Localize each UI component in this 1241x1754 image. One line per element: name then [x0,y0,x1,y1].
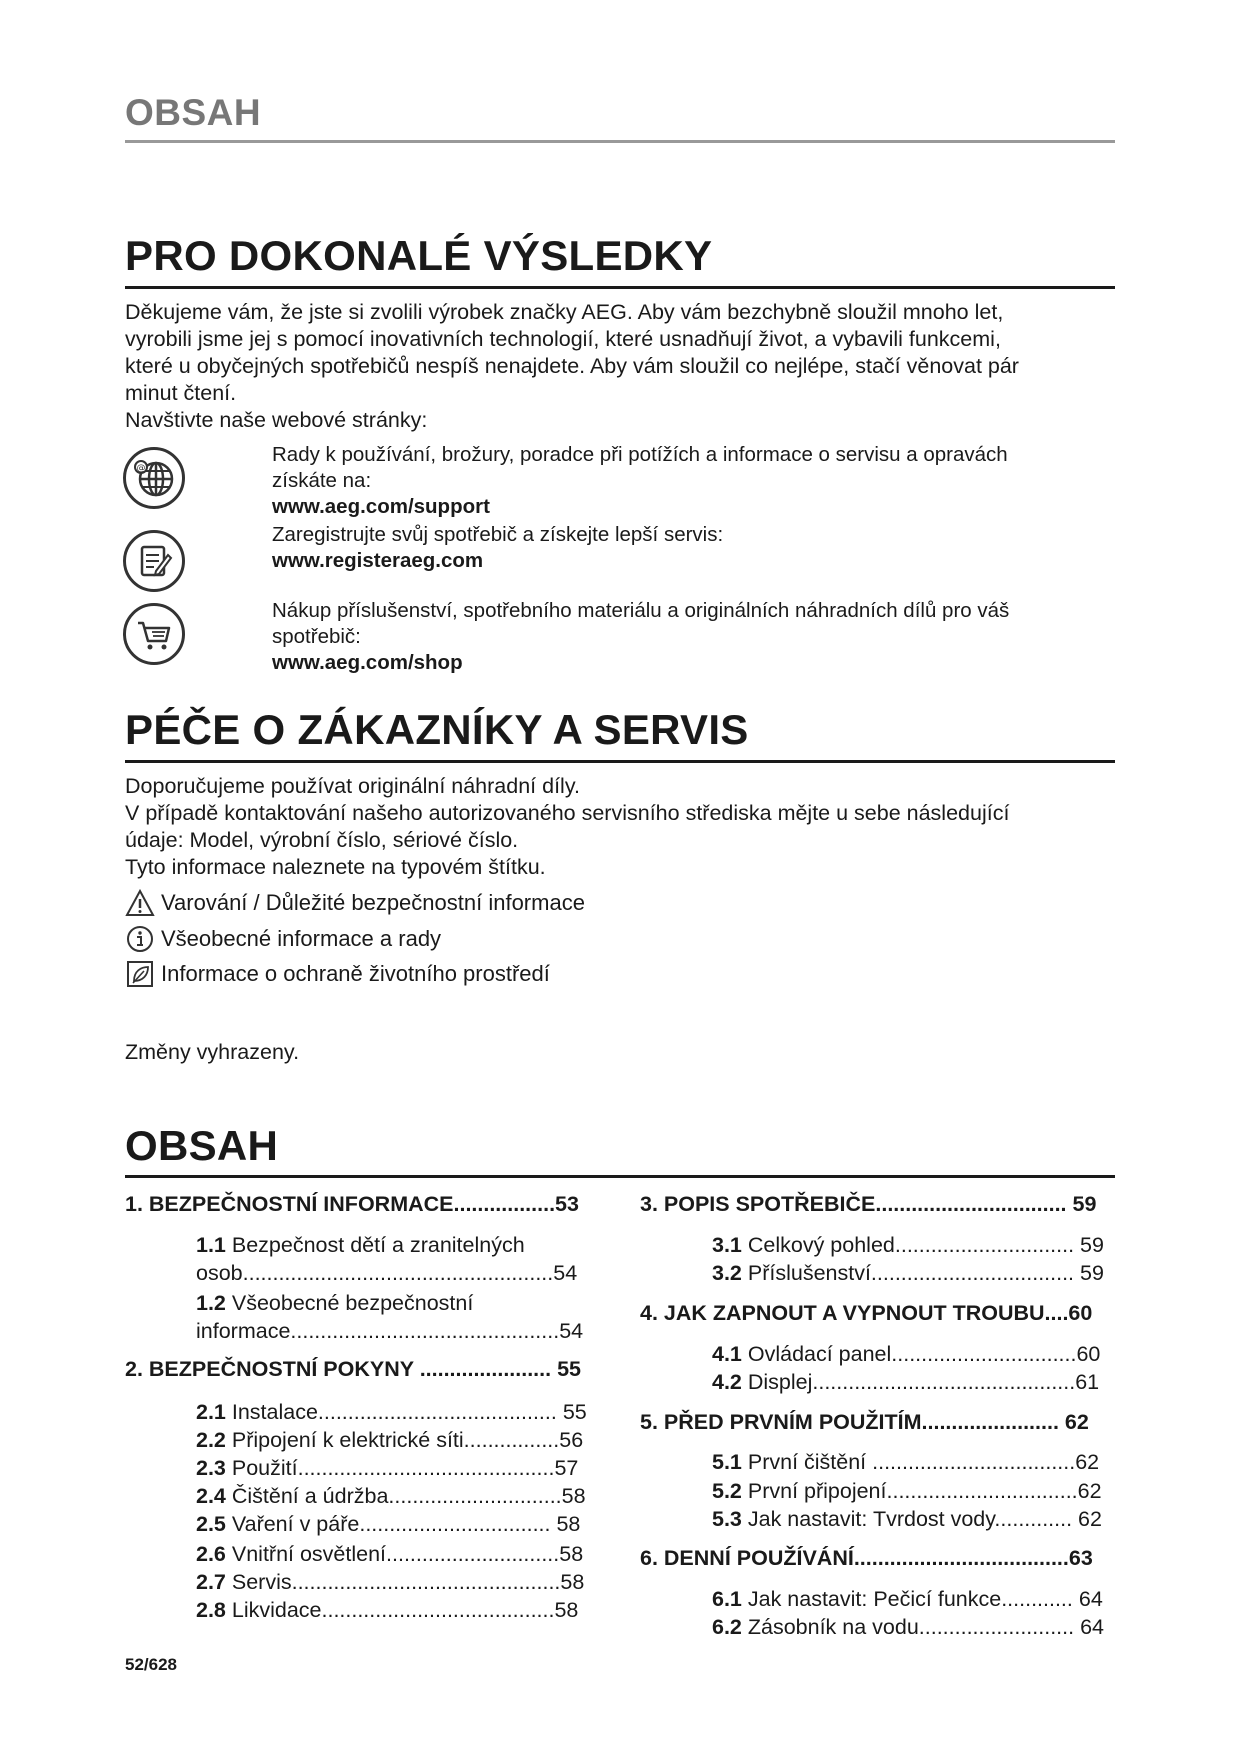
toc-divider [125,1175,1115,1178]
header-title: OBSAH [125,92,262,133]
toc-entry-2-6[interactable] [196,1540,583,1568]
toc-entry-number: 5.3 [712,1507,742,1531]
toc-chapter-6[interactable]: 6. DENNÍ POUŽÍVÁNÍ....................................63 [640,1546,1093,1570]
registration-form-icon [123,530,185,592]
toc-entry-number: 1.1 [196,1233,226,1257]
care-line: Tyto informace naleznete na typovém štítku. [125,855,546,879]
toc-entry-text: Jak nastavit: Tvrdost vody............. 62 [741,1507,1102,1531]
note-text: Varování / Důležité bezpečnostní informace [161,890,585,915]
section-divider [125,286,1115,289]
toc-entry-4-1[interactable] [712,1340,1100,1368]
visit-text: Navštivte naše webové stránky: [125,408,428,432]
toc-entry-number: 1.2 [196,1291,226,1315]
toc-entry-text: První čištění ..................................62 [741,1450,1100,1474]
section-title-results: PRO DOKONALÉ VÝSLEDKY [125,232,713,279]
toc-entry-number: 4.2 [712,1370,742,1394]
note-text: Informace o ochraně životního prostředí [161,961,550,986]
toc-entry-number: 2.4 [196,1484,226,1508]
toc-entry-2-1[interactable] [196,1398,587,1426]
shopping-cart-icon [123,603,185,665]
toc-entry-2-2[interactable] [196,1426,583,1454]
toc-entry-number: 6.1 [712,1587,742,1611]
toc-entry-number: 2.6 [196,1542,226,1566]
toc-entry-text: Celkový pohled.............................. 59 [741,1233,1104,1257]
globe-icon [123,447,185,509]
toc-entry-text: Bezpečnost dětí a zranitelných [225,1233,525,1257]
intro-line: vyrobili jsme jej s pomocí inovativních technologií, které usnadňují život, a vybavili funkcemi, [125,327,1001,351]
toc-entry-text: Vnitřní osvětlení.............................58 [225,1542,584,1566]
toc-entry-2-8[interactable] [196,1596,578,1624]
toc-title: OBSAH [125,1122,279,1169]
toc-chapter-4[interactable]: 4. JAK ZAPNOUT A VYPNOUT TROUBU....60 [640,1301,1093,1325]
toc-entry-2-7[interactable] [196,1568,584,1596]
toc-entry-2-4[interactable] [196,1482,586,1510]
toc-entry-5-3[interactable] [712,1505,1102,1533]
toc-entry-number: 6.2 [712,1615,742,1639]
toc-entry-text: Připojení k elektrické síti................56 [225,1428,584,1452]
toc-entry-3-2[interactable] [712,1259,1104,1287]
toc-chapter-1[interactable]: 1. BEZPEČNOSTNÍ INFORMACE.................53 [125,1192,579,1216]
toc-entry-text: Příslušenství.................................. 59 [741,1261,1104,1285]
toc-entry-number: 4.1 [712,1342,742,1366]
shop-text-cont: spotřebič: [272,625,361,648]
toc-entry-3-1[interactable] [712,1231,1104,1259]
toc-entry-text: Všeobecné bezpečnostní [225,1291,474,1315]
shop-text: Nákup příslušenství, spotřebního materiálu a originálních náhradních dílů pro váš [272,599,1010,622]
toc-entry-text: Displej............................................61 [741,1370,1100,1394]
intro-line: které u obyčejných spotřebičů nespíš nenajdete. Aby vám sloužil co nejlépe, stačí věnovat pár [125,354,1019,378]
care-line: údaje: Model, výrobní číslo, sériové číslo. [125,828,519,852]
toc-chapter-3[interactable]: 3. POPIS SPOTŘEBIČE................................ 59 [640,1192,1097,1216]
toc-entry-text: Použití...........................................57 [225,1456,579,1480]
note-info [125,924,441,954]
support-info [272,442,1122,520]
shop-link[interactable]: www.aeg.com/shop [272,651,463,674]
info-icon [125,924,155,954]
support-link[interactable]: www.aeg.com/support [272,495,490,518]
intro-line: Děkujeme vám, že jste si zvolili výrobek značky AEG. Aby vám bezchybně sloužil mnoho let, [125,300,1004,324]
toc-entry-number: 5.2 [712,1479,742,1503]
page-number: 52/628 [125,1655,177,1674]
toc-entry-text: Zásobník na vodu.......................... 64 [741,1615,1104,1639]
toc-entry-2-5[interactable] [196,1510,580,1538]
toc-entry-number: 2.1 [196,1400,226,1424]
section-divider [125,760,1115,763]
note-warning [125,888,585,918]
support-text-cont: získáte na: [272,469,372,492]
toc-entry-number: 2.5 [196,1512,226,1536]
toc-entry-number: 2.3 [196,1456,226,1480]
shop-info [272,598,1122,676]
toc-entry-text: Ovládací panel...............................60 [741,1342,1101,1366]
section-title-customer-care: PÉČE O ZÁKAZNÍKY A SERVIS [125,706,749,753]
care-line: Doporučujeme používat originální náhradní díly. [125,774,580,798]
toc-entry-text: Čištění a údržba.............................58 [225,1484,586,1508]
warning-triangle-icon [125,888,155,918]
toc-entry-1-1[interactable] [196,1231,577,1287]
toc-entry-4-2[interactable] [712,1368,1099,1396]
toc-entry-text: Vaření v páře................................ 58 [225,1512,581,1536]
toc-entry-text: Servis.............................................58 [225,1570,585,1594]
toc-entry-5-2[interactable] [712,1477,1102,1505]
support-text: Rady k používání, brožury, poradce při potížích a informace o servisu a opravách [272,443,1008,466]
intro-paragraph [125,299,1125,434]
care-paragraph [125,773,1125,881]
register-info [272,522,1122,574]
toc-entry-text: Jak nastavit: Pečicí funkce............ 64 [741,1587,1103,1611]
toc-entry-number: 2.7 [196,1570,226,1594]
disclaimer: Změny vyhrazeny. [125,1040,300,1064]
register-link[interactable]: www.registeraeg.com [272,549,484,572]
toc-entry-number: 3.2 [712,1261,742,1285]
toc-entry-1-2[interactable] [196,1289,583,1345]
environment-leaf-icon [125,959,155,989]
toc-entry-2-3[interactable] [196,1454,578,1482]
toc-entry-number: 3.1 [712,1233,742,1257]
toc-entry-text: Instalace........................................ 55 [225,1400,587,1424]
toc-entry-number: 5.1 [712,1450,742,1474]
toc-chapter-2[interactable]: 2. BEZPEČNOSTNÍ POKYNY ...................... 55 [125,1357,581,1381]
toc-entry-text-cont: informace.............................................54 [196,1319,584,1343]
toc-entry-6-1[interactable] [712,1585,1103,1613]
toc-entry-5-1[interactable] [712,1448,1099,1476]
toc-entry-text-cont: osob....................................................54 [196,1261,578,1285]
toc-entry-text: Likvidace.......................................58 [225,1598,579,1622]
toc-entry-number: 2.8 [196,1598,226,1622]
header-divider [125,140,1115,143]
register-text: Zaregistrujte svůj spotřebič a získejte lepší servis: [272,523,724,546]
toc-entry-6-2[interactable] [712,1613,1104,1641]
note-text: Všeobecné informace a rady [161,926,442,951]
toc-entry-number: 2.2 [196,1428,226,1452]
note-environment [125,959,550,989]
svg-text:@: @ [136,463,146,474]
toc-entry-text: První připojení................................62 [741,1479,1102,1503]
toc-chapter-5[interactable]: 5. PŘED PRVNÍM POUŽITÍM....................... 62 [640,1410,1089,1434]
intro-line: minut čtení. [125,381,237,405]
care-line: V případě kontaktování našeho autorizovaného servisního střediska mějte u sebe následující [125,801,1010,825]
